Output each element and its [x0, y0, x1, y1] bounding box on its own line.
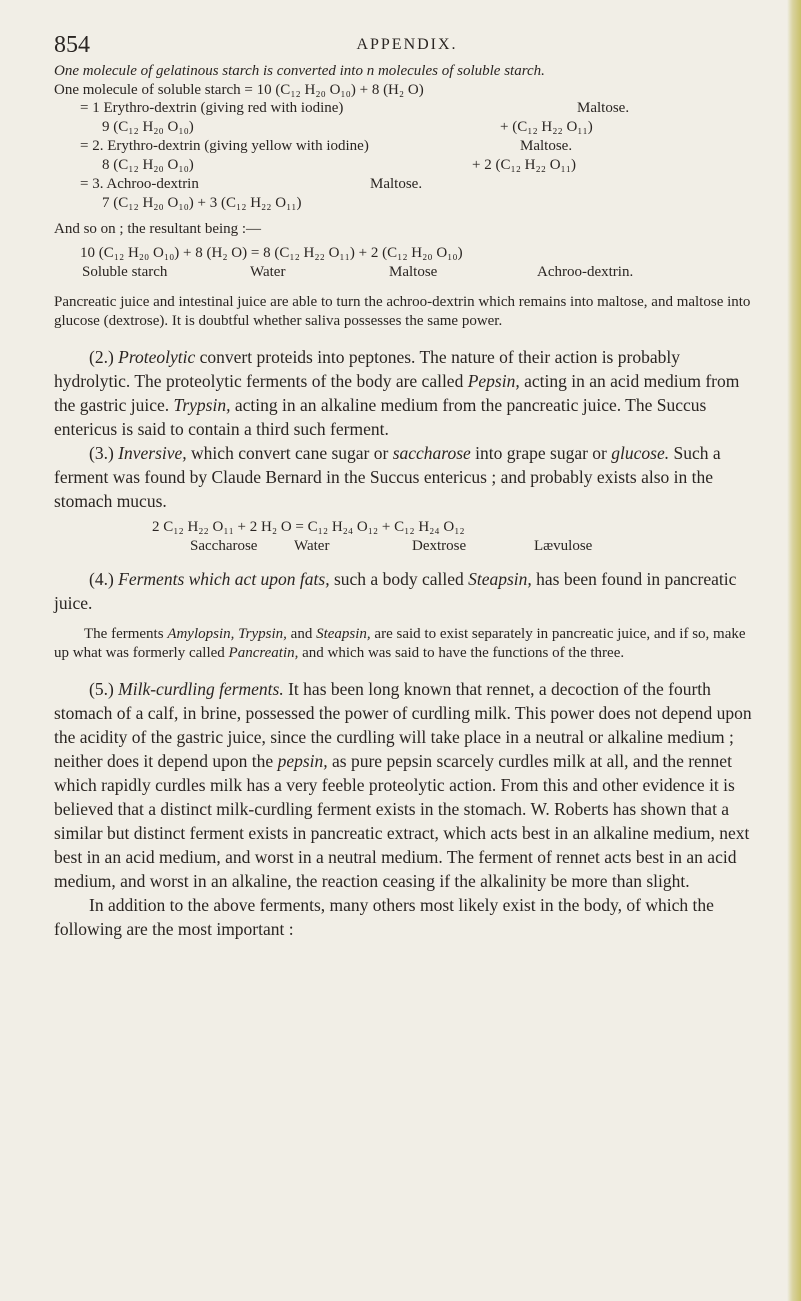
result-equation: 10 (C₁₂ H₂₀ O₁₀) + 8 (H₂ O) = 8 (C₁₂ H₂₂ O₁₁) + 2 (C₁₂ H₂₀ O₁₀) [80, 245, 463, 261]
formula-row-3: 7 (C₁₂ H₂₀ O₁₀) + 3 (C₁₂ H₂₂ O₁₁) [102, 195, 302, 211]
starch-conversion [54, 62, 760, 331]
starch-line-1: One molecule of gelatinous starch is converted into n molecules of soluble starch. [54, 63, 545, 79]
section-milk-curdling: (5.) Milk-curdling ferments. It has been long known that rennet, a decoction of the fourth stomach of a calf, in brine, possessed the power of curdling milk. This power does not depend upon the acidity of the gastric juice, since the curdling will take place in a neutral or alkaline medium ; neither does it depend upon the pepsin, as pure pepsin scarcely curdles milk at all, and the rennet which rapidly curdles milk has a very feeble proteolytic action. From this and other evidence it is believed that a distinct milk-curdling ferment exists in the stomach. W. Roberts has shown that a similar but distinct ferment exists in pancreatic extract, which acts best in an alkaline medium, next best in an acid medium, and worst in a neutral medium. The ferment of rennet acts best in an acid medium, and worst in an alkaline, the reaction ceasing if the alkalinity be more than slight. [54, 679, 752, 891]
formula-row-1: 9 (C₁₂ H₂₀ O₁₀) + (C₁₂ H₂₂ O₁₁) [102, 119, 593, 135]
page-edge [787, 0, 801, 1301]
page-header [54, 20, 760, 56]
page-content [54, 20, 760, 941]
section-inversive: (3.) Inversive, which convert cane sugar or saccharose into grape sugar or glucose. Such a ferment was found by Claude Bernard in the Succus entericus ; and probably exists also in the stomach mucus. [54, 443, 721, 511]
result-labels: Soluble starch Water Maltose Achroo-dextrin. [82, 264, 634, 280]
equation-row-1: = 1 Erythro-dextrin (giving red with iodine) Maltose. [80, 100, 630, 116]
closing-paragraph: In addition to the above ferments, many others most likely exist in the body, of which the following are the most important : [54, 895, 714, 939]
saccharose-equation: 2 C₁₂ H₂₂ O₁₁ + 2 H₂ O = C₁₂ H₂₄ O₁₂ + C₁₂ H₂₄ O₁₂ [152, 519, 465, 535]
equation-row-3: = 3. Achroo-dextrin Maltose. [80, 176, 423, 192]
section-proteolytic: (2.) Proteolytic convert proteids into peptones. The nature of their action is probably hydrolytic. The proteolytic ferments of the body are called Pepsin, acting in an acid medium from the gastric juice. Trypsin, acting in an alkaline medium from the pancreatic juice. The Succus entericus is said to contain a third such ferment. [54, 347, 740, 439]
pancreatic-juice-note: Pancreatic juice and intestinal juice are able to turn the achroo-dextrin which remains into maltose, and maltose into glucose (dextrose). It is doubtful whether saliva possesses the same power. [54, 294, 751, 329]
formula-row-2: 8 (C₁₂ H₂₀ O₁₀) + 2 (C₁₂ H₂₂ O₁₁) [102, 157, 576, 173]
saccharose-labels: Saccharose Water Dextrose Lævulose [190, 538, 593, 554]
equation-row-2: = 2. Erythro-dextrin (giving yellow with iodine) Maltose. [80, 138, 573, 154]
ferments-note: The ferments Amylopsin, Trypsin, and Steapsin, are said to exist separately in pancreatic juice, and if so, make up what was formerly called Pancreatin, and which was said to have the functions of the three. [54, 626, 746, 661]
starch-line-2: One molecule of soluble starch = 10 (C₁₂ H₂₀ O₁₀) + 8 (H₂ O) [54, 82, 424, 98]
page-number: 854 [54, 32, 90, 58]
and-so-on: And so on ; the resultant being :— [54, 221, 262, 237]
running-title: APPENDIX. [356, 36, 458, 53]
section-fats: (4.) Ferments which act upon fats, such a body called Steapsin, has been found in pancreatic juice. [54, 569, 737, 613]
